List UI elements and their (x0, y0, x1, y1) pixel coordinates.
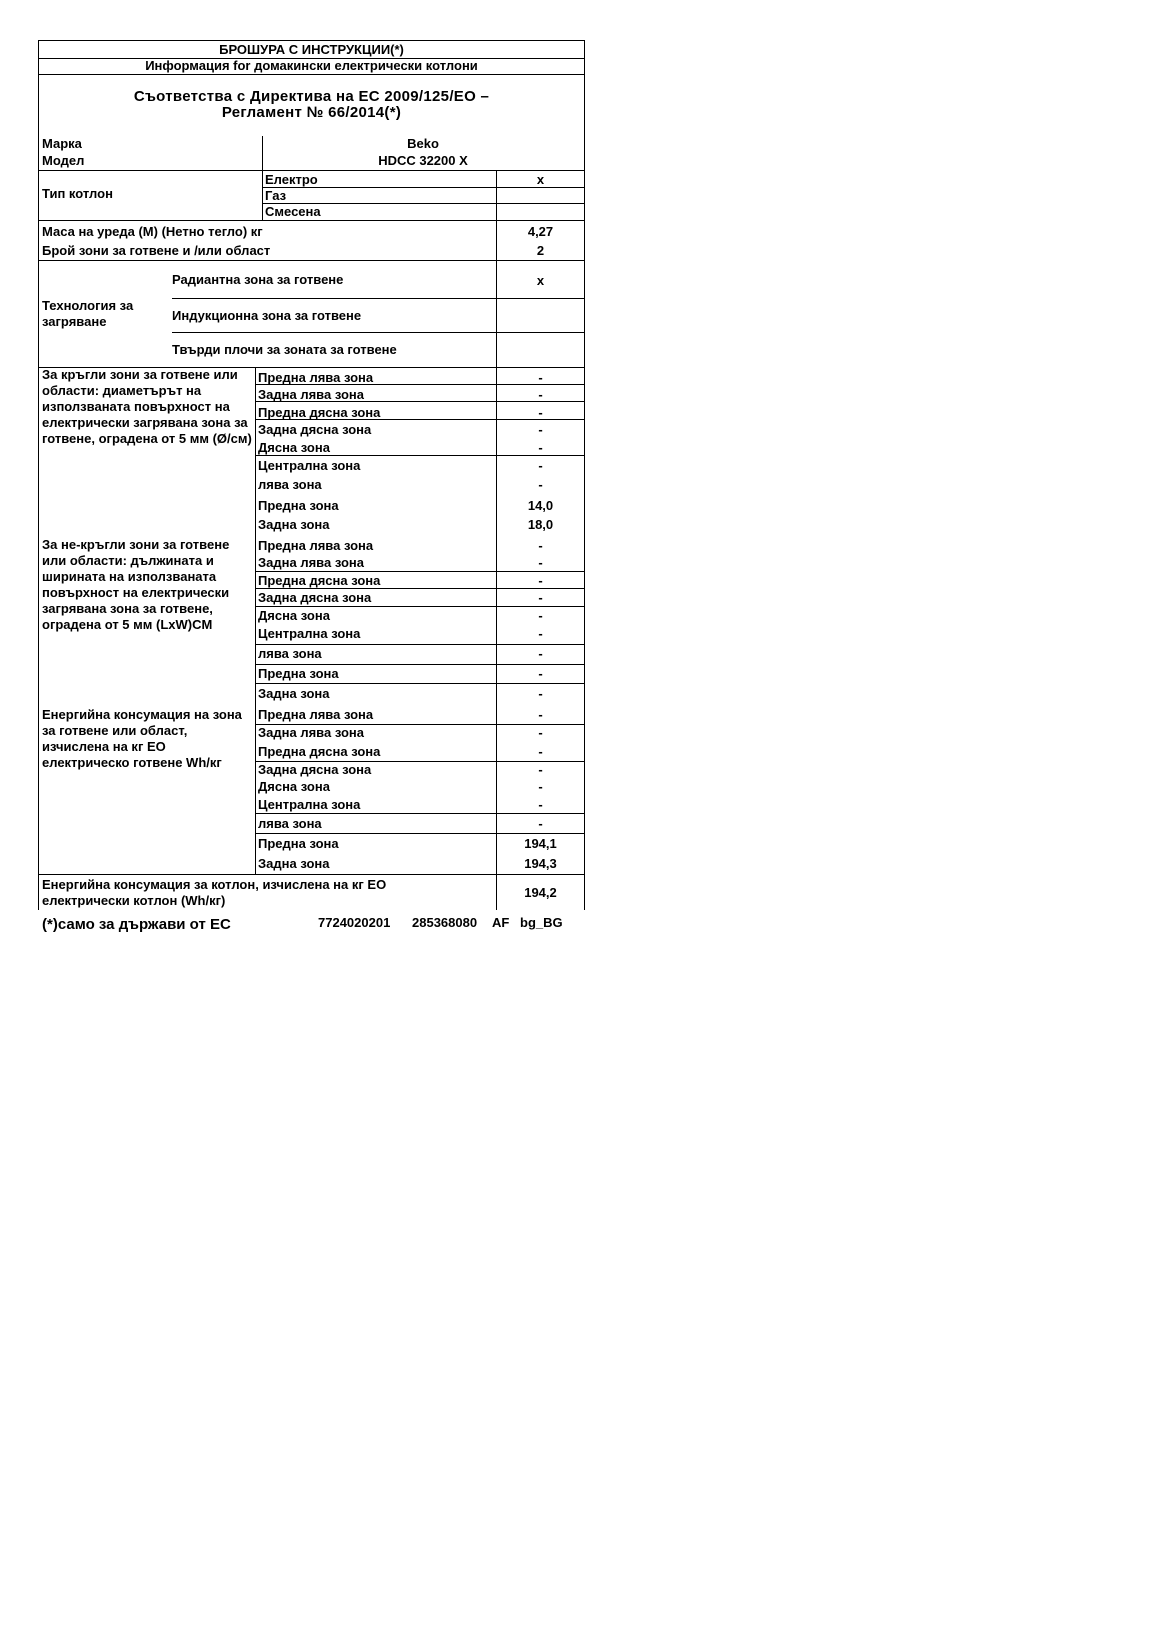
zone-label: лява зона (258, 477, 322, 492)
divider (172, 298, 585, 299)
brand-value: Beko (407, 136, 439, 151)
page-title: Съответства с Директива на ЕС 2009/125/ЕО – (133, 88, 490, 105)
zone-value: - (538, 405, 543, 420)
round-zones-label: За кръгли зони за готвене или области: диаметърът на използваната повърхност на електрически загрявана зона за готвене, оградена от 5 мм (Ø/см) (42, 367, 252, 446)
page-subtitle: Регламент № 66/2014(*) (221, 104, 402, 121)
zone-value: 194,3 (524, 856, 557, 871)
zone-label: Задна дясна зона (258, 422, 372, 437)
zone-label: Задна зона (258, 686, 330, 701)
divider (255, 664, 585, 665)
zone-value: - (538, 762, 543, 777)
zone-value: - (538, 646, 543, 661)
zone-value: - (538, 666, 543, 681)
zone-label: Предна зона (258, 498, 339, 513)
technology-label: Технология за загряване (42, 298, 134, 329)
brochure-heading: БРОШУРА С ИНСТРУКЦИИ(*) (219, 42, 404, 57)
footer-code: AF (492, 915, 510, 930)
footer-note: (*)само за държави от ЕС (42, 916, 231, 933)
footer-code: 7724020201 (318, 915, 391, 930)
divider (262, 187, 585, 188)
zone-label: Задна зона (258, 517, 330, 532)
zone-label: лява зона (258, 646, 322, 661)
zone-value: - (538, 686, 543, 701)
zone-label: Задна лява зона (258, 725, 364, 740)
zone-label: Задна зона (258, 856, 330, 871)
nonround-zones-label: За не-кръгли зони за готвене или области: дължината и ширината на използваната повърхност на електрически загрявана зона за готвене, оградена от 5 мм (LxW)CM (42, 537, 230, 632)
energy-total-label-line2: електрически котлон (Wh/кг) (42, 893, 226, 908)
zone-label: Предна дясна зона (258, 405, 381, 420)
hob-type-electric-value: x (536, 172, 545, 187)
zones-count-value: 2 (536, 243, 545, 258)
info-heading: Информация for домакински електрически котлони (145, 58, 478, 73)
zone-value: - (538, 779, 543, 794)
footer-locale: bg_BG (520, 915, 563, 930)
divider (255, 683, 585, 684)
zone-label: Предна дясна зона (258, 744, 381, 759)
zone-value: - (538, 816, 543, 831)
zone-value: - (538, 538, 543, 553)
technology-radiant: Радиантна зона за готвене (172, 272, 344, 287)
energy-total-label: Енергийна консумация за котлон, изчислена на кг ЕО (42, 877, 387, 892)
zone-label: Предна зона (258, 666, 339, 681)
divider (255, 833, 585, 834)
zone-value: - (538, 370, 543, 385)
energy-total-value: 194,2 (524, 885, 557, 900)
zone-label: Централна зона (258, 797, 361, 812)
zone-value: - (538, 477, 543, 492)
divider (38, 220, 585, 221)
divider (38, 74, 585, 75)
divider (255, 455, 585, 456)
zone-label: Дясна зона (258, 440, 330, 455)
footer-code: 285368080 (412, 915, 478, 930)
divider (38, 874, 585, 875)
model-label: Модел (42, 153, 85, 168)
divider (255, 813, 585, 814)
zone-label: Задна лява зона (258, 555, 364, 570)
zone-label: Дясна зона (258, 608, 330, 623)
zone-label: Задна дясна зона (258, 762, 372, 777)
zone-label: Предна лява зона (258, 370, 374, 385)
zone-label: Задна лява зона (258, 387, 364, 402)
zone-value: 194,1 (524, 836, 557, 851)
mass-value: 4,27 (527, 224, 554, 239)
energy-zones-label: Енергийна консумация на зона за готвене или област, изчислена на кг ЕО електрическо готвене Wh/кг (42, 707, 242, 770)
zones-count-label: Брой зони за готвене и /или област (42, 243, 271, 258)
zone-label: Централна зона (258, 458, 361, 473)
zone-value: - (538, 422, 543, 437)
divider (255, 606, 585, 607)
zone-label: Предна зона (258, 836, 339, 851)
technology-induction: Индукционна зона за готвене (172, 308, 362, 323)
zone-value: - (538, 725, 543, 740)
zone-value: - (538, 590, 543, 605)
zone-label: Задна дясна зона (258, 590, 372, 605)
zone-label: Централна зона (258, 626, 361, 641)
hob-type-gas: Газ (265, 188, 287, 203)
hob-type-electric: Електро (265, 172, 318, 187)
model-value: HDCC 32200 X (378, 153, 468, 168)
hob-type-label: Тип котлон (42, 186, 113, 201)
technology-solid-plates: Твърди плочи за зоната за готвене (172, 342, 397, 357)
zone-label: Предна лява зона (258, 707, 374, 722)
table-border-top (38, 40, 585, 41)
zone-value: - (538, 555, 543, 570)
zone-value: - (538, 608, 543, 623)
zone-value: - (538, 744, 543, 759)
zone-value: - (538, 573, 543, 588)
divider (255, 367, 256, 874)
divider (255, 644, 585, 645)
zone-value: - (538, 458, 543, 473)
zone-label: Предна лява зона (258, 538, 374, 553)
zone-value: - (538, 387, 543, 402)
divider (255, 571, 585, 572)
zone-label: Предна дясна зона (258, 573, 381, 588)
divider (172, 332, 585, 333)
zone-value: - (538, 797, 543, 812)
divider (38, 170, 585, 171)
zone-label: лява зона (258, 816, 322, 831)
zone-value: - (538, 626, 543, 641)
mass-label: Маса на уреда (M) (Нетно тегло) кг (42, 224, 263, 239)
zone-label: Дясна зона (258, 779, 330, 794)
technology-radiant-value: x (536, 273, 545, 288)
zone-value: - (538, 440, 543, 455)
zone-value: - (538, 707, 543, 722)
divider (38, 260, 585, 261)
divider (255, 588, 585, 589)
brand-label: Марка (42, 136, 82, 151)
zone-value: 14,0 (527, 498, 554, 513)
zone-value: 18,0 (527, 517, 554, 532)
hob-type-mixed: Смесена (265, 204, 321, 219)
